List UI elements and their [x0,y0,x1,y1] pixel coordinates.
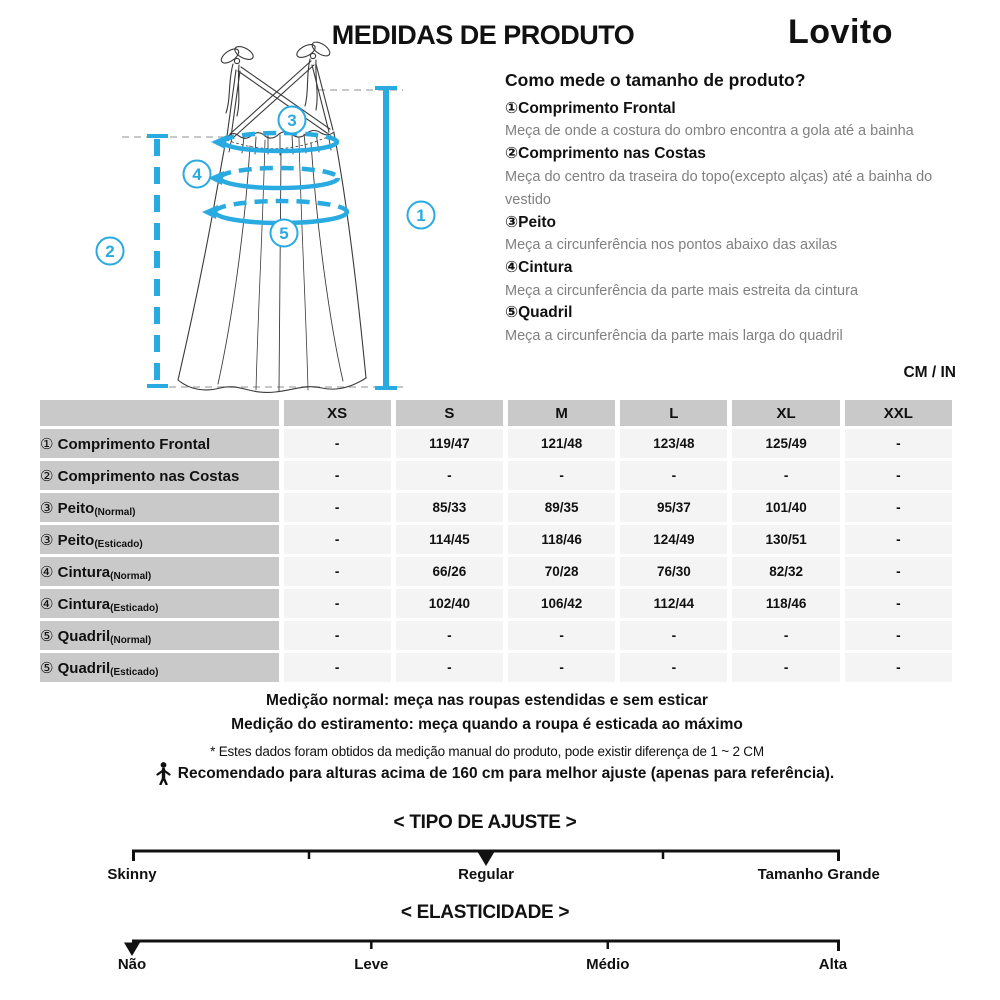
measure-guide [505,70,970,348]
row-number: ③ [40,499,58,517]
size-value-cell: - [620,621,727,650]
row-label [40,461,279,490]
size-value-cell: - [845,589,952,618]
size-value-cell: 123/48 [620,429,727,458]
size-column-header-xl: XL [732,400,839,426]
size-value-cell: 124/49 [620,525,727,554]
row-label-text: Comprimento nas Costas [57,467,240,485]
row-label [40,589,279,618]
guide-item-title-2: ②Comprimento nas Costas [505,145,706,163]
size-value-cell: - [396,621,503,650]
row-label-text: Quadril [57,659,111,677]
size-column-header-l: L [620,400,727,426]
row-label-text: Comprimento Frontal [57,435,211,453]
guide-item-title-3: ③Peito [505,213,557,231]
elasticity-scale-label-alta: Alta [818,956,848,973]
callout-3: 3 [287,111,297,130]
size-table-header-row [40,400,952,426]
size-value-cell: 82/32 [732,557,839,586]
size-table-row-6 [40,589,952,618]
size-table-row-8 [40,653,952,682]
row-label-text: Quadril [57,627,111,645]
callout-5: 5 [279,224,289,243]
row-number: ⑤ [40,659,58,677]
person-height-icon [156,762,171,785]
size-value-cell: - [284,461,391,490]
size-value-cell: 101/40 [732,493,839,522]
size-column-header-xxl: XXL [845,400,952,426]
size-value-cell: - [284,525,391,554]
row-number: ④ [40,595,58,613]
size-value-cell: - [508,621,615,650]
size-column-header-m: M [508,400,615,426]
size-value-cell: - [732,621,839,650]
size-value-cell: 89/35 [508,493,615,522]
size-value-cell: - [508,653,615,682]
row-label [40,429,279,458]
note-disclaimer: * Estes dados foram obtidos da medição manual do produto, pode existir diferença de 1 ~ 2 CM [210,744,764,759]
elasticity-scale-title: < ELASTICIDADE > [400,902,570,923]
elasticity-scale-label-não: Não [117,956,147,973]
fit-scale-marker [478,853,494,867]
guide-item-title-1: ①Comprimento Frontal [505,100,676,117]
fit-scale-labels [107,866,880,886]
row-number: ① [40,435,58,453]
size-table-row-4 [40,525,952,554]
measure-guide-heading: Como mede o tamanho de produto? [505,70,806,90]
size-value-cell: - [845,525,952,554]
size-table [35,397,957,685]
fit-scale-label-skinny: Skinny [107,866,157,883]
size-table-row-7 [40,621,952,650]
size-value-cell: - [845,429,952,458]
size-value-cell: 95/37 [620,493,727,522]
row-label-text: Cintura [57,595,111,613]
guide-item-desc-2: Meça do centro da traseira do topo(excepto alças) até a bainha do vestido [505,168,933,208]
size-value-cell: 102/40 [396,589,503,618]
row-number: ④ [40,563,58,581]
callout-4: 4 [192,165,202,184]
row-label-sub: (Esticado) [110,666,159,678]
row-number: ② [40,467,58,485]
row-label [40,493,279,522]
size-value-cell: 114/45 [396,525,503,554]
size-value-cell: - [284,557,391,586]
page-title: MEDIDAS DE PRODUTO [331,20,635,50]
guide-item-title-5: ⑤Quadril [505,304,573,322]
size-value-cell: 85/33 [396,493,503,522]
size-value-cell: - [284,493,391,522]
guide-item-title-4: ④Cintura [505,259,573,277]
row-label-text: Peito [57,531,95,549]
row-label [40,525,279,554]
size-value-cell: 130/51 [732,525,839,554]
fit-scale-title: < TIPO DE AJUSTE > [393,812,577,833]
size-value-cell: - [845,621,952,650]
row-label-text: Cintura [57,563,111,581]
size-table-corner-cell [40,400,279,426]
size-value-cell: - [508,461,615,490]
size-value-cell: - [845,461,952,490]
row-label [40,557,279,586]
note-stretch-measure: Medição do estiramento: meça quando a roupa é esticada ao máximo [231,716,743,733]
elasticity-scale-labels [117,956,848,976]
size-column-header-xs: XS [284,400,391,426]
size-value-cell: 70/28 [508,557,615,586]
size-value-cell: 112/44 [620,589,727,618]
elasticity-scale-label-médio: Médio [586,956,630,973]
brand-logo: Lovito [788,13,893,51]
size-value-cell: - [620,461,727,490]
row-label [40,653,279,682]
row-label-sub: (Normal) [110,634,152,646]
guide-item-desc-1: Meça de onde a costura do ombro encontra a gola até a bainha [505,123,914,140]
size-value-cell: 118/46 [508,525,615,554]
size-value-cell: - [732,461,839,490]
row-label-sub: (Normal) [94,506,136,518]
size-value-cell: 121/48 [508,429,615,458]
row-number: ⑤ [40,627,58,645]
elasticity-scale-marker [124,943,140,957]
size-value-cell: 106/42 [508,589,615,618]
elasticity-scale-label-leve: Leve [354,956,389,973]
size-column-header-s: S [396,400,503,426]
size-value-cell: 76/30 [620,557,727,586]
measure-guide-items [505,98,970,348]
elasticity-scale [0,902,1000,992]
size-value-cell: - [732,653,839,682]
callout-1: 1 [416,206,426,225]
fit-scale-label-regular: Regular [458,866,514,883]
row-label-text: Peito [57,499,95,517]
dress-measure-diagram [60,40,500,400]
size-table-row-5 [40,557,952,586]
size-value-cell: - [284,429,391,458]
size-value-cell: - [845,653,952,682]
size-value-cell: - [284,589,391,618]
size-table-row-1 [40,429,952,458]
size-value-cell: 125/49 [732,429,839,458]
size-value-cell: - [396,653,503,682]
row-label-sub: (Normal) [110,570,152,582]
note-normal-measure: Medição normal: meça nas roupas estendidas e sem esticar [266,692,708,709]
size-value-cell: - [620,653,727,682]
row-number: ③ [40,531,58,549]
size-value-cell: - [284,621,391,650]
note-recommendation [0,762,990,785]
size-table-row-2 [40,461,952,490]
size-value-cell: - [845,493,952,522]
size-value-cell: - [396,461,503,490]
guide-item-desc-3: Meça a circunferência nos pontos abaixo das axilas [505,237,838,254]
row-label-sub: (Esticado) [94,538,143,550]
callout-2: 2 [105,242,115,261]
size-value-cell: - [845,557,952,586]
note-recommendation-text: Recomendado para alturas acima de 160 cm para melhor ajuste (apenas para referência). [177,764,835,782]
fit-scale-label-tamanho-grande: Tamanho Grande [757,866,880,883]
size-table-row-3 [40,493,952,522]
guide-item-desc-4: Meça a circunferência da parte mais estreita da cintura [505,282,859,299]
unit-label: CM / IN [903,364,956,381]
row-label-sub: (Esticado) [110,602,159,614]
fit-scale [0,812,1000,902]
row-label [40,621,279,650]
size-value-cell: 118/46 [732,589,839,618]
size-value-cell: 66/26 [396,557,503,586]
size-value-cell: - [284,653,391,682]
size-value-cell: 119/47 [396,429,503,458]
guide-item-desc-5: Meça a circunferência da parte mais larga do quadril [505,327,843,344]
